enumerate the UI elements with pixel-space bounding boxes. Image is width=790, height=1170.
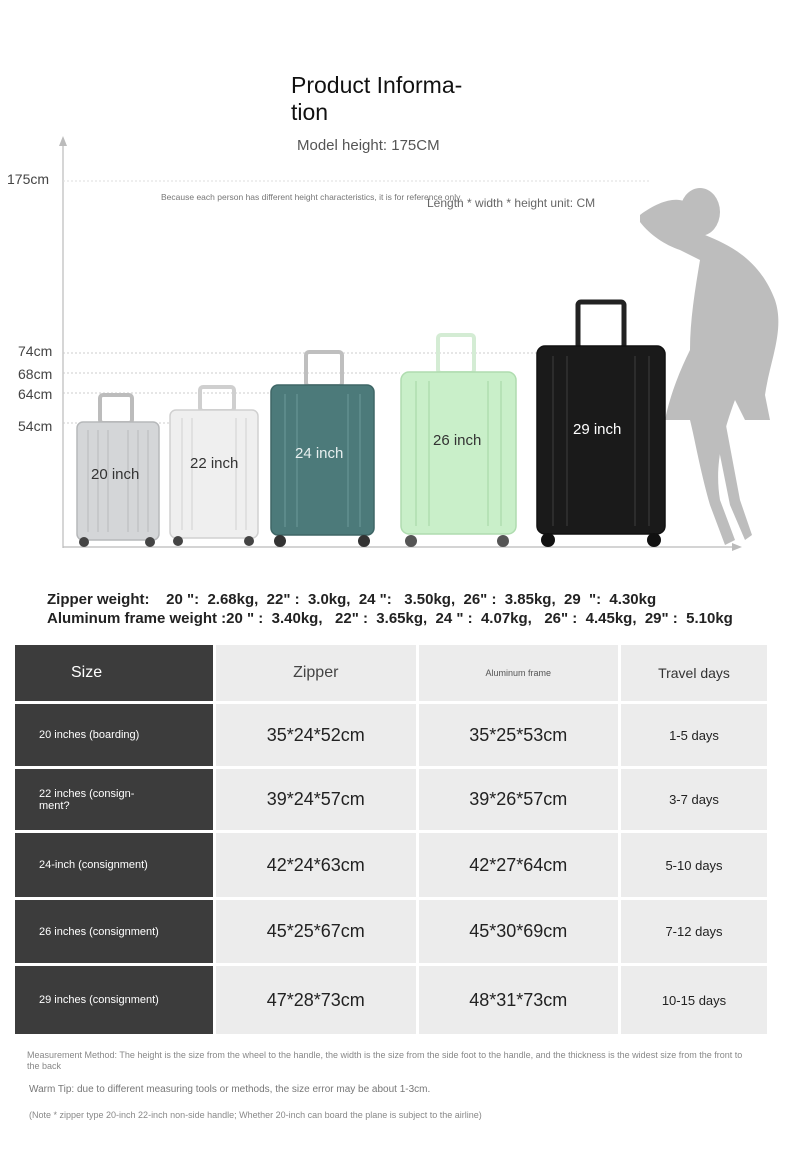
row-days: 5-10 days <box>621 833 767 897</box>
height-mark-175: 175cm <box>7 171 50 187</box>
row-zipper: 39*24*57cm <box>216 769 416 830</box>
height-mark-74: 74cm <box>18 343 53 359</box>
table-row <box>15 900 767 963</box>
height-mark-54: 54cm <box>18 418 53 434</box>
row-days: 3-7 days <box>621 769 767 830</box>
measurement-method-note: Measurement Method: The height is the size from the wheel to the handle, the width is the size from the side foot to the handle, and the thickness is the widest size from the front to the back <box>27 1050 743 1071</box>
table-header-row <box>15 645 767 701</box>
row-days: 10-15 days <box>621 966 767 1034</box>
row-aluminum: 35*25*53cm <box>419 704 619 766</box>
zipper-weight-line: Zipper weight: 20 ": 2.68kg, 22" : 3.0kg, 24 ": 3.50kg, 26" : 3.85kg, 29 ": 4.30kg <box>47 591 657 608</box>
header-aluminum: Aluminum frame <box>419 645 619 701</box>
model-height-label: Model height: 175CM <box>297 137 440 154</box>
height-mark-64: 64cm <box>18 386 53 402</box>
header-size: Size <box>15 645 213 701</box>
row-zipper: 47*28*73cm <box>216 966 416 1034</box>
reference-note: Because each person has different height characteristics, it is for reference only. <box>161 192 463 202</box>
row-zipper: 42*24*63cm <box>216 833 416 897</box>
row-days: 1-5 days <box>621 704 767 766</box>
axis-arrow-right <box>732 543 742 551</box>
row-aluminum: 45*30*69cm <box>419 900 619 963</box>
row-size: 24-inch (consignment) <box>15 833 213 897</box>
table-row <box>15 704 767 766</box>
table-row <box>15 833 767 897</box>
size-spec-table <box>12 642 770 1037</box>
row-zipper: 45*25*67cm <box>216 900 416 963</box>
header-travel-days: Travel days <box>621 645 767 701</box>
table-row <box>15 769 767 830</box>
suitcase-22-label: 22 inch <box>190 455 239 472</box>
height-mark-68: 68cm <box>18 366 53 382</box>
header-zipper: Zipper <box>216 645 416 701</box>
aluminum-weight-line: Aluminum frame weight :20 " : 3.40kg, 22" : 3.65kg, 24 " : 4.07kg, 26" : 4.45kg, 29" : 5.10kg <box>47 610 733 627</box>
row-aluminum: 48*31*73cm <box>419 966 619 1034</box>
suitcase-24-label: 24 inch <box>295 445 344 462</box>
row-days: 7-12 days <box>621 900 767 963</box>
row-aluminum: 39*26*57cm <box>419 769 619 830</box>
warm-tip-note: Warm Tip: due to different measuring tools or methods, the size error may be about 1-3cm. <box>29 1084 431 1095</box>
row-size: 20 inches (boarding) <box>15 704 213 766</box>
row-size: 26 inches (consignment) <box>15 900 213 963</box>
suitcase-20-label: 20 inch <box>91 466 140 483</box>
airline-note: (Note * zipper type 20-inch 22-inch non-side handle; Whether 20-inch can board the plane is subject to the airline) <box>29 1110 482 1120</box>
row-size: 29 inches (consignment) <box>15 966 213 1034</box>
row-aluminum: 42*27*64cm <box>419 833 619 897</box>
unit-note: Length * width * height unit: CM <box>427 196 596 210</box>
suitcase-26-label: 26 inch <box>433 432 482 449</box>
row-size: 22 inches (consign- ment? <box>15 769 213 830</box>
table-row <box>15 966 767 1034</box>
axis-arrow-up <box>59 136 67 146</box>
page-title: Product Informa- tion <box>291 72 463 125</box>
suitcase-29-label: 29 inch <box>573 421 622 438</box>
size-comparison-illustration <box>0 130 790 560</box>
row-zipper: 35*24*52cm <box>216 704 416 766</box>
